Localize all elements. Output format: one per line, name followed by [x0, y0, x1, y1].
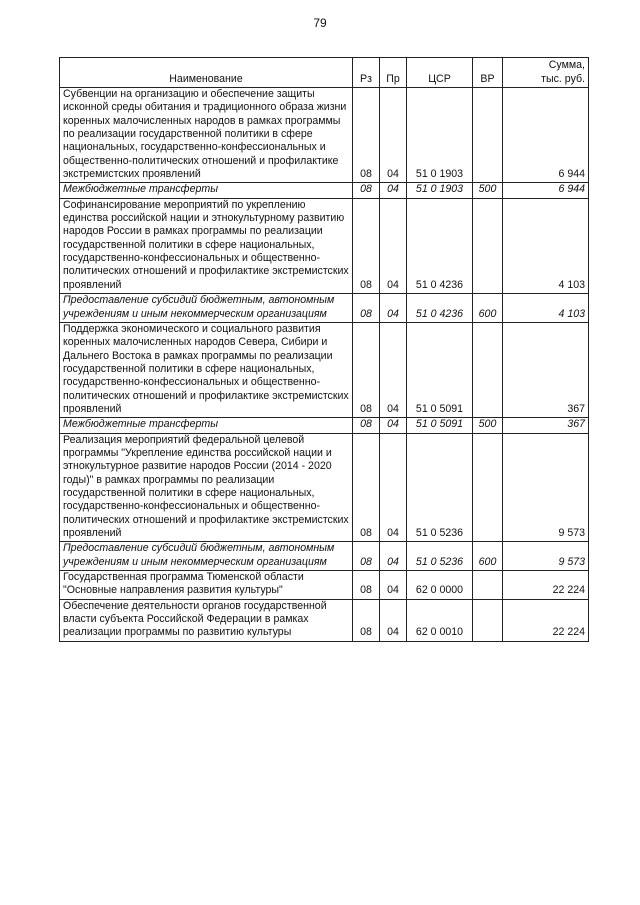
row-vr — [473, 322, 503, 417]
row-csr: 62 0 0000 — [407, 571, 473, 600]
row-rz: 08 — [353, 542, 380, 571]
table-row — [60, 322, 589, 417]
row-name: Поддержка экономического и социального развития коренных малочисленных народов Севера, Сибири и Дальнего Востока в рамках программы по реализации государственной политики в сфере национальных, государственно-конфессиональных и общественно-политических отношений и профилактике экстремистских проявлений — [60, 322, 353, 417]
row-rz: 08 — [353, 418, 380, 433]
row-vr — [473, 599, 503, 641]
table-row — [60, 198, 589, 293]
table-row — [60, 542, 589, 571]
row-vr: 600 — [473, 542, 503, 571]
row-sum: 9 573 — [503, 542, 589, 571]
row-vr: 500 — [473, 183, 503, 198]
budget-table — [59, 57, 589, 642]
row-csr: 51 0 4236 — [407, 198, 473, 293]
header-pr: Пр — [380, 58, 407, 88]
row-vr: 500 — [473, 418, 503, 433]
row-name: Субвенции на организацию и обеспечение защиты исконной среды обитания и традиционного образа жизни коренных малочисленных народов в рамках программы по реализации государственной политики в сфере национальных, государственно-конфессиональных и общественно-политических отношений и профилактике экстремистских проявлений — [60, 88, 353, 183]
row-sum: 4 103 — [503, 198, 589, 293]
row-csr: 51 0 1903 — [407, 183, 473, 198]
table-row — [60, 433, 589, 542]
row-sum: 367 — [503, 322, 589, 417]
table-row — [60, 294, 589, 323]
page-number: 79 — [313, 16, 327, 30]
row-pr: 04 — [380, 294, 407, 323]
header-sum-line1: Сумма, — [548, 59, 585, 72]
row-pr: 04 — [380, 322, 407, 417]
row-name: Межбюджетные трансферты — [60, 418, 353, 433]
row-name: Предоставление субсидий бюджетным, автономным учреждениям и иным некоммерческим организациям — [60, 294, 353, 323]
row-pr: 04 — [380, 571, 407, 600]
table-row — [60, 183, 589, 198]
row-vr — [473, 88, 503, 183]
row-csr: 51 0 5236 — [407, 433, 473, 542]
row-name: Реализация мероприятий федеральной целевой программы "Укрепление единства российской нации и этнокультурное развитие народов России (2014 - 2020 годы)" в рамках программы по реализации государственной политики в сфере национальных, государственно-конфессиональных и общественно-политических отношений и профилактике экстремистских проявлений — [60, 433, 353, 542]
header-csr: ЦСР — [407, 58, 473, 88]
header-sum-line2: тыс. руб. — [541, 72, 585, 85]
header-vr: ВР — [473, 58, 503, 88]
row-name: Софинансирование мероприятий по укреплению единства российской нации и этнокультурному развитию народов России в рамках программы по реализации государственной политики в сфере национальных, государственно-конфессиональных и общественно-политических отношений и профилактике экстремистских проявлений — [60, 198, 353, 293]
row-pr: 04 — [380, 88, 407, 183]
row-pr: 04 — [380, 418, 407, 433]
row-pr: 04 — [380, 198, 407, 293]
header-sum — [503, 58, 589, 88]
row-sum: 4 103 — [503, 294, 589, 323]
row-pr: 04 — [380, 599, 407, 641]
row-pr: 04 — [380, 542, 407, 571]
row-sum: 22 224 — [503, 571, 589, 600]
row-csr: 51 0 5236 — [407, 542, 473, 571]
header-name: Наименование — [60, 58, 353, 88]
row-rz: 08 — [353, 322, 380, 417]
row-rz: 08 — [353, 571, 380, 600]
row-vr — [473, 198, 503, 293]
table-row — [60, 599, 589, 641]
table-row — [60, 88, 589, 183]
table-row — [60, 418, 589, 433]
row-csr: 51 0 1903 — [407, 88, 473, 183]
header-rz: Рз — [353, 58, 380, 88]
row-sum: 6 944 — [503, 183, 589, 198]
table-header-row — [60, 58, 589, 88]
row-sum: 6 944 — [503, 88, 589, 183]
row-name: Предоставление субсидий бюджетным, автономным учреждениям и иным некоммерческим организациям — [60, 542, 353, 571]
row-csr: 62 0 0010 — [407, 599, 473, 641]
row-sum: 22 224 — [503, 599, 589, 641]
row-csr: 51 0 5091 — [407, 418, 473, 433]
row-sum: 367 — [503, 418, 589, 433]
row-vr — [473, 571, 503, 600]
table-row — [60, 571, 589, 600]
row-rz: 08 — [353, 433, 380, 542]
row-vr: 600 — [473, 294, 503, 323]
row-csr: 51 0 5091 — [407, 322, 473, 417]
row-sum: 9 573 — [503, 433, 589, 542]
row-pr: 04 — [380, 433, 407, 542]
row-rz: 08 — [353, 88, 380, 183]
row-rz: 08 — [353, 294, 380, 323]
row-rz: 08 — [353, 183, 380, 198]
row-name: Межбюджетные трансферты — [60, 183, 353, 198]
row-pr: 04 — [380, 183, 407, 198]
row-csr: 51 0 4236 — [407, 294, 473, 323]
row-name: Государственная программа Тюменской области "Основные направления развития культуры" — [60, 571, 353, 600]
row-rz: 08 — [353, 198, 380, 293]
row-name: Обеспечение деятельности органов государственной власти субъекта Российской Федерации в рамках реализации программы по развитию культуры — [60, 599, 353, 641]
row-rz: 08 — [353, 599, 380, 641]
row-vr — [473, 433, 503, 542]
